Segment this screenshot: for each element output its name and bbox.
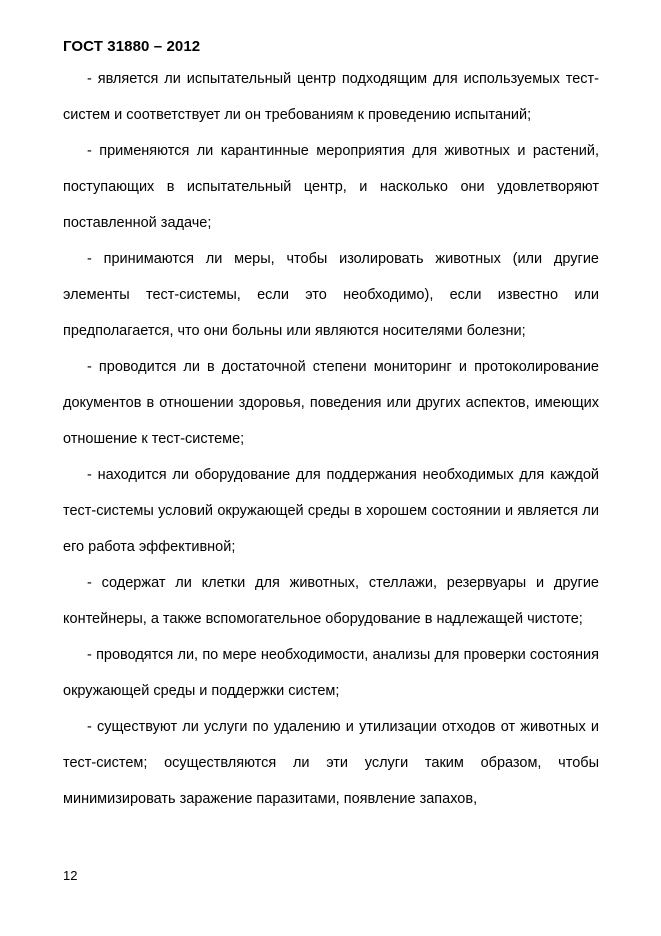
list-item: - содержат ли клетки для животных, стеллажи, резервуары и другие контейнеры, а также вспомогательное оборудование в надлежащей чистоте; (63, 575, 599, 627)
list-item: - проводится ли в достаточной степени мониторинг и протоколирование документов в отношении здоровья, поведения или других аспектов, имеющих отношение к тест-системе; (63, 359, 599, 447)
list-item: - существуют ли услуги по удалению и утилизации отходов от животных и тест-систем; осуществляются ли эти услуги таким образом, чтобы минимизировать заражение паразитами, появление запахов, (63, 719, 599, 807)
list-item: - проводятся ли, по мере необходимости, анализы для проверки состояния окружающей среды и поддержки систем; (63, 647, 599, 699)
list-item: - находится ли оборудование для поддержания необходимых для каждой тест-системы условий окружающей среды в хорошем состоянии и является ли его работа эффективной; (63, 467, 599, 555)
list-item: - является ли испытательный центр подходящим для используемых тест-систем и соответствует ли он требованиям к проведению испытаний; (63, 71, 599, 123)
document-header: ГОСТ 31880 – 2012 (63, 38, 201, 55)
list-item: - принимаются ли меры, чтобы изолировать животных (или другие элементы тест-системы, если это необходимо), если известно или предполагается, что они больны или являются носителями болезни; (63, 251, 599, 339)
document-body (63, 61, 599, 817)
list-item: - применяются ли карантинные мероприятия для животных и растений, поступающих в испытательный центр, и насколько они удовлетворяют поставленной задаче; (63, 143, 599, 231)
page-number: 12 (63, 868, 78, 883)
